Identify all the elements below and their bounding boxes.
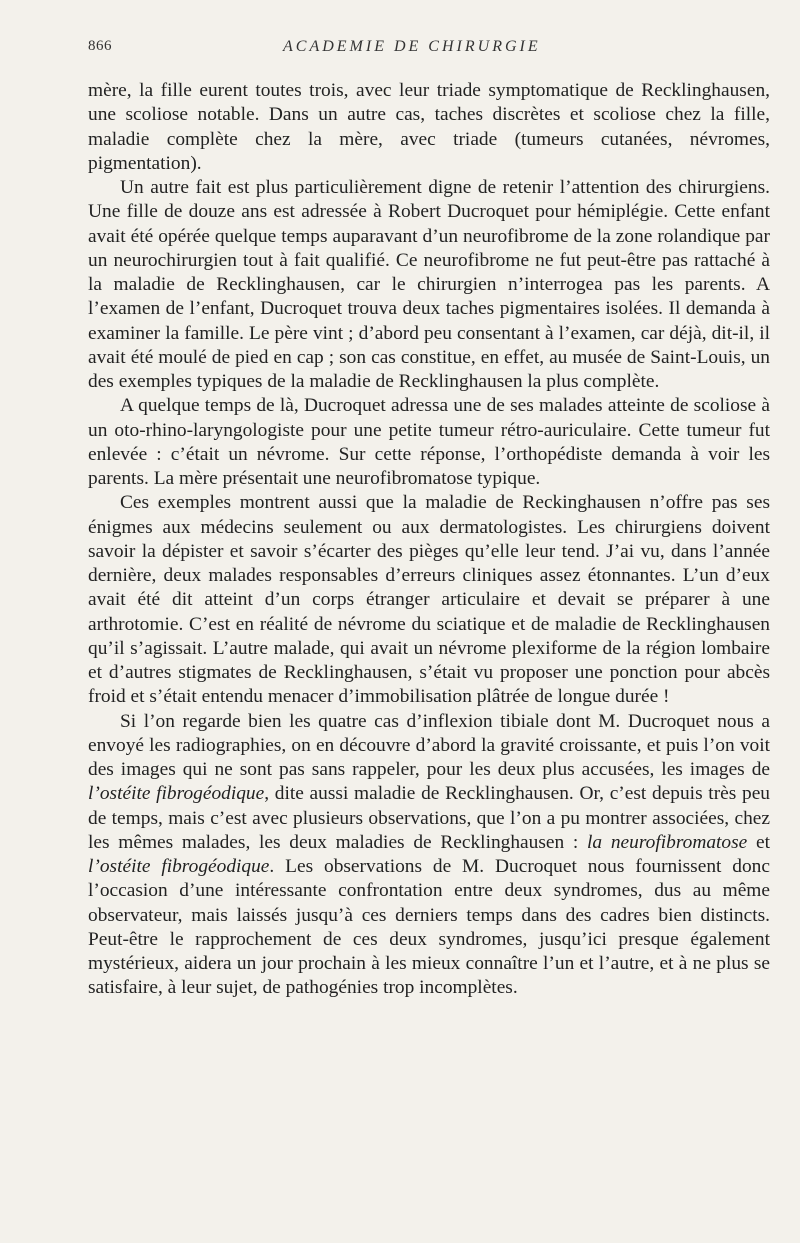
paragraph-segment: mère, la fille eurent toutes trois, avec leur triade symptomatique de Recklinghausen, une scoliose notable. Dans un autre cas, taches discrètes et scoliose chez la fille, maladie complète chez la mère, avec triade (tumeurs cutanées, névromes, pigmentation). (88, 80, 770, 174)
paragraph-1 (88, 79, 770, 176)
paragraph-segment: et (747, 831, 770, 853)
italic-term: l’ostéite fibrogéodique (88, 783, 265, 805)
paragraph-segment: , dite aussi maladie de Recklinghausen. Or, c’est depuis très peu de temps, mais c’est avec plusieurs observations, que l’on a pu montrer associées, chez les mêmes malades, les deux maladies de Recklinghausen : (88, 783, 770, 853)
running-title: ACADEMIE DE CHIRURGIE (283, 38, 541, 55)
page-number: 866 (88, 38, 112, 54)
paragraph-segment: Si l’on regarde bien les quatre cas d’inflexion tibiale dont M. Ducroquet nous a envoyé les radiographies, on en découvre d’abord la gravité croissante, et puis l’on voit des images qui ne sont pas sans rappeler, pour les deux plus accusées, les images de (88, 710, 770, 780)
paragraph-4 (88, 491, 770, 709)
italic-term: l’ostéite fibrogéodique (88, 856, 270, 877)
paragraph-2 (88, 176, 770, 394)
body-text (88, 79, 770, 1001)
paragraph-segment: Un autre fait est plus particulièrement digne de retenir l’attention des chirurgiens. Une fille de douze ans est adressée à Robert Ducroquet pour hémiplégie. Cette enfant avait été opérée quelque temps auparavant d’un neurofibrome de la zone rolandique par un neurochirurgien tout à fait qualifié. Ce neurofibrome ne fut peut-être pas rattaché à la maladie de Recklinghausen, car le chirurgien n’interrogea pas les parents. A l’examen de l’enfant, Ducroquet trouva deux taches pigmentaires isolées. Il demanda à examiner la famille. Le père vint ; d’abord peu consentant à l’examen, car déjà, dit-il, il avait été moulé de pied en cap ; son cas constitue, en effet, au musée de Saint-Louis, un des exemples typiques de la maladie de Recklinghausen la plus complète. (88, 177, 770, 392)
italic-term: la neurofibromatose (587, 831, 748, 853)
paragraph-3 (88, 394, 770, 491)
paragraph-segment: Ces exemples montrent aussi que la maladie de Reckinghausen n’offre pas ses énigmes aux médecins seulement ou aux dermatologistes. Les chirurgiens doivent savoir la dépister et savoir s’écarter des pièges qu’elle leur tend. J’ai vu, dans l’année dernière, deux malades responsables d’erreurs cliniques assez étonnantes. L’un d’eux avait été dit atteint d’un corps étranger articulaire et devait se préparer à une arthrotomie. C’est en réalité de névrome du sciatique et de maladie de Recklinghausen qu’il s’agissait. L’autre malade, qui avait un névrome plexiforme de la région lombaire et d’autres stigmates de Recklinghausen, s’était vu proposer une ponction pour abcès froid et s’était entendu menacer d’immobilisation plâtrée de longue durée ! (88, 492, 770, 708)
page-header (88, 38, 768, 62)
paragraph-segment: . Les observations de M. Ducroquet nous fournissent donc l’occasion d’une intéressante confrontation entre deux syndromes, dus au même observateur, mais laissés jusqu’à ces derniers temps dans des cadres bien distincts. Peut-être le rapprochement de ces deux syndromes, jusqu’ici presque également mystérieux, aidera un jour prochain à les mieux connaître l’un et l’autre, et à ne plus se satisfaire, à leur sujet, de pathogénies trop incomplètes. (88, 856, 770, 999)
paragraph-5 (88, 710, 770, 1001)
paragraph-segment: A quelque temps de là, Ducroquet adressa une de ses malades atteinte de scoliose à un oto-rhino-laryngologiste pour une petite tumeur rétro-auriculaire. Cette tumeur fut enlevée : c’était un névrome. Sur cette réponse, l’orthopédiste demanda à voir les parents. La mère présentait une neurofibromatose typique. (88, 395, 770, 489)
